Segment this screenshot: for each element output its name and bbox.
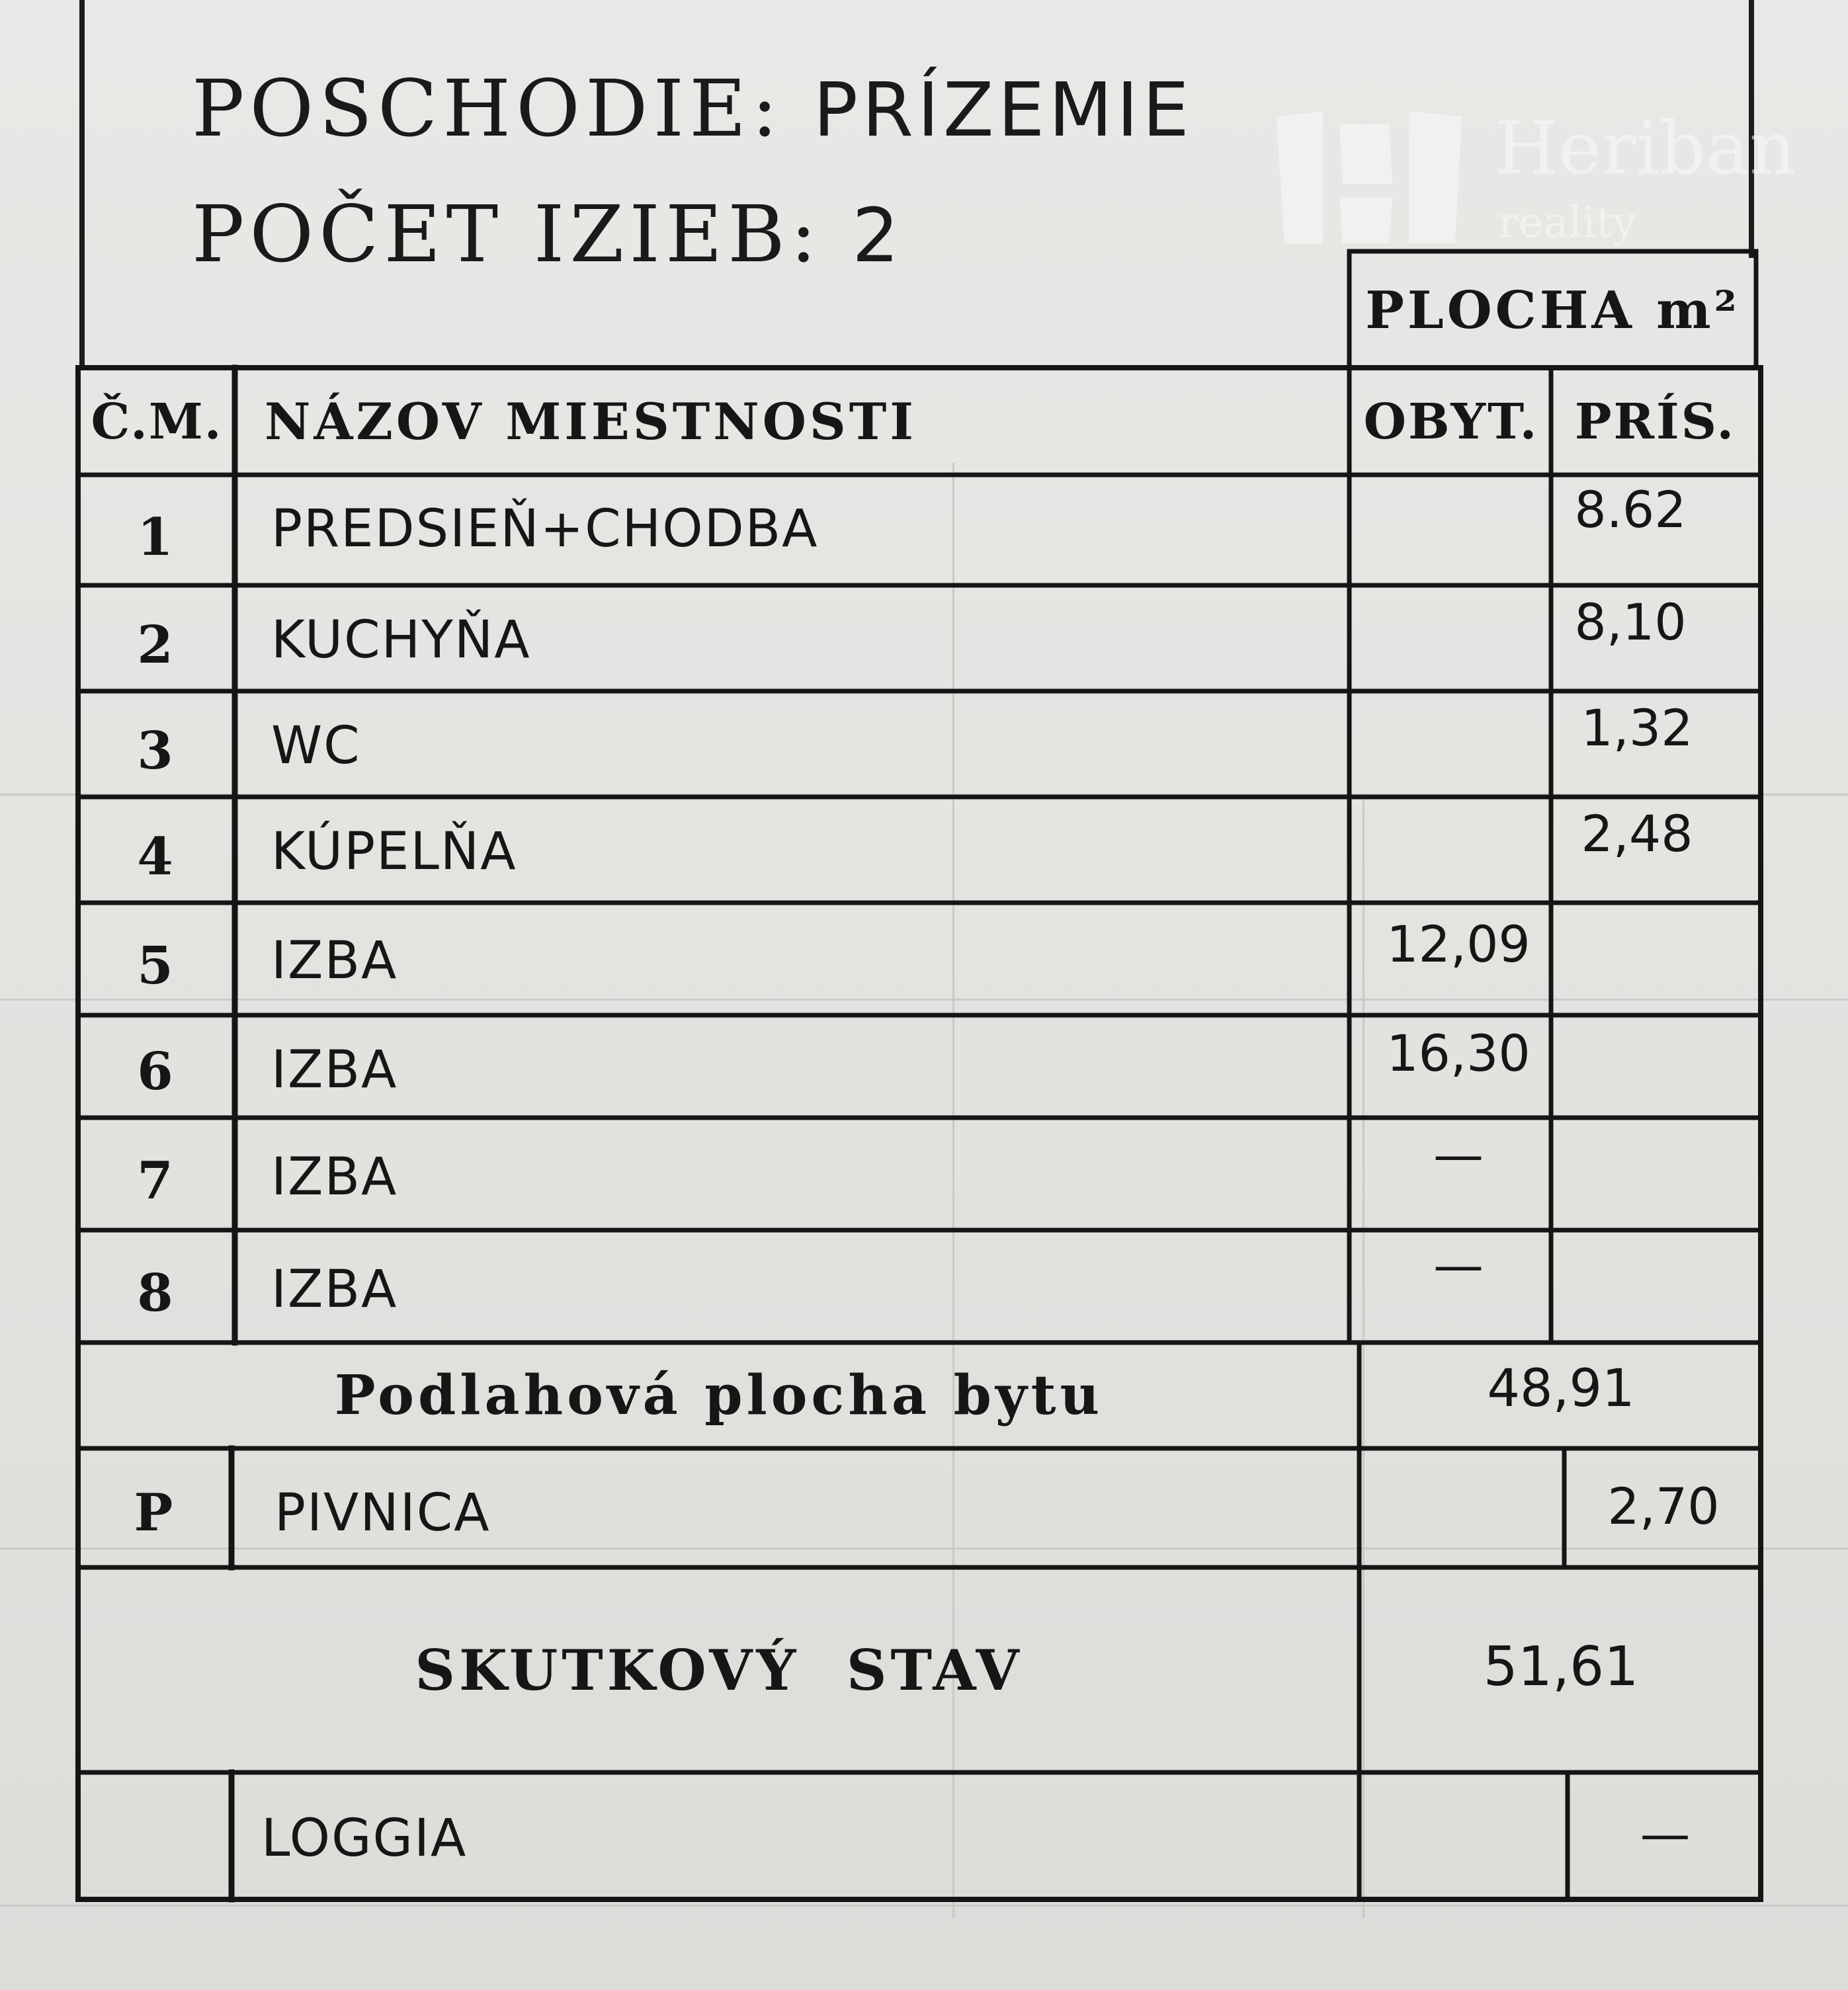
watermark-brand: Heriban: [1495, 106, 1796, 190]
room-name: IZBA: [271, 931, 398, 991]
room-name: KUCHYŇA: [271, 610, 531, 670]
room-area-pris: —: [1640, 1804, 1691, 1863]
room-area-pris: 1,32: [1581, 698, 1693, 757]
room-name: IZBA: [271, 1040, 398, 1100]
watermark-sub: reality: [1498, 198, 1637, 247]
room-area-obyt: [1353, 582, 1550, 661]
col-header-pris: PRÍS.: [1574, 393, 1736, 450]
row-number: 7: [137, 1150, 177, 1211]
room-area-pris: [1554, 903, 1756, 985]
room-name: PIVNICA: [274, 1483, 491, 1543]
row-number: 2: [137, 614, 177, 675]
room-area-obyt: —: [1433, 1235, 1484, 1294]
row-number: 5: [137, 935, 177, 996]
room-area-pris: 8.62: [1574, 479, 1687, 539]
room-area-pris: [1554, 1012, 1756, 1095]
rooms-value: 2: [852, 193, 903, 279]
room-area-pris: 2,48: [1581, 804, 1693, 863]
row-number: 8: [137, 1263, 177, 1323]
room-area-pris: [1554, 1118, 1756, 1190]
row-number: 1: [137, 507, 177, 567]
row-number: [81, 1779, 230, 1898]
col-header-obyt: OBYT.: [1363, 393, 1539, 450]
rooms-label: POČET IZIEB:: [192, 188, 822, 280]
area-header: PLOCHA m²: [1365, 280, 1740, 341]
actual-state-label: SKUTKOVÝ STAV: [415, 1637, 1023, 1703]
floor-area-label: Podlahová plocha bytu: [334, 1364, 1104, 1427]
room-area-obyt: [1363, 1452, 1561, 1561]
room-name: IZBA: [271, 1260, 398, 1319]
row-number: P: [134, 1483, 177, 1543]
room-area-obyt: [1353, 688, 1550, 767]
room-area-obyt: —: [1433, 1124, 1484, 1184]
floor-value: PRÍZEMIE: [813, 67, 1193, 153]
col-header-name: NÁZOV MIESTNOSTI: [265, 392, 917, 451]
room-area-obyt: [1363, 1779, 1564, 1898]
room-area-obyt: 12,09: [1386, 915, 1531, 974]
floor-area-value: 48,91: [1487, 1359, 1635, 1419]
room-area-pris: 8,10: [1574, 592, 1687, 651]
room-area-pris: 2,70: [1607, 1477, 1720, 1536]
row-number: 6: [137, 1041, 177, 1102]
room-area-obyt: [1353, 794, 1550, 873]
room-name: WC: [271, 716, 361, 776]
floor-label: POSCHODIE:: [192, 63, 784, 154]
row-number: 3: [137, 720, 177, 781]
room-area-pris: [1554, 1227, 1756, 1303]
room-name: IZBA: [271, 1147, 398, 1207]
room-area-obyt: 16,30: [1386, 1024, 1531, 1083]
row-number: 4: [137, 826, 177, 887]
room-name: PREDSIEŇ+CHODBA: [271, 499, 819, 559]
col-header-no: Č.M.: [91, 393, 223, 450]
room-name: KÚPELŇA: [271, 821, 517, 882]
room-area-obyt: [1353, 470, 1550, 549]
actual-state-value: 51,61: [1483, 1635, 1639, 1698]
room-name: LOGGIA: [261, 1809, 468, 1868]
